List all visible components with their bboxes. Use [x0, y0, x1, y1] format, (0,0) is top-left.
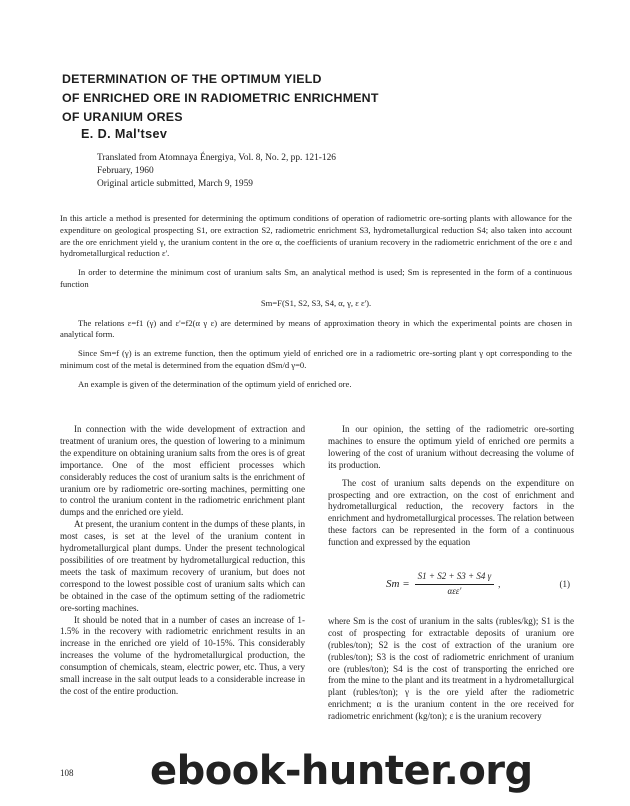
equation-denominator: αεε'	[447, 585, 462, 596]
translation-note	[97, 152, 336, 191]
translation-source: Translated from Atomnaya Énergiya, Vol. 8, No. 2, pp. 121-126	[97, 153, 336, 163]
right-column	[328, 424, 574, 723]
title-line: DETERMINATION OF THE OPTIMUM YIELD	[62, 72, 322, 86]
translation-date: February, 1960	[97, 166, 154, 176]
author-name: E. D. Mal'tsev	[81, 127, 168, 141]
watermark: ebook-hunter.org	[150, 748, 533, 794]
abstract-paragraph: In this article a method is presented for determining the optimum conditions of operation of radiometric ore-sorting plants with allowance for the expenditure on geological prospecting S1, ore extraction S2, radiometric enrichment S3, hydrometallurgical reduction S4; also taken into account are the ore enrichment yield γ, the uranium content in the ore α, the coefficients of uranium recovery in the radiometric enrichment of the ore ε and hydrometallurgical reduction ε'.	[60, 213, 572, 259]
equation-comma: ,	[498, 578, 501, 589]
body-paragraph: The cost of uranium salts depends on the expenditure on prospecting and ore extraction, on the cost of enrichment and hydrometallurgical reduction, the recovery factors in the enrichment and hydrometallurgical processes. The relation between these factors can be represented in the form of a continuous function and expressed by the equation	[328, 477, 574, 548]
abstract-paragraph: In order to determine the minimum cost of uranium salts Sm, an analytical method is used; Sm is represented in the form of a continuous function	[60, 267, 572, 289]
abstract-equation: Sm=F(S1, S2, S3, S4, α, γ, ε ε').	[260, 297, 372, 308]
title-line: OF ENRICHED ORE IN RADIOMETRIC ENRICHMENT	[62, 91, 379, 105]
submission-date: Original article submitted, March 9, 1959	[97, 179, 253, 189]
equation-number: (1)	[559, 578, 570, 589]
body-paragraph: It should be noted that in a number of cases an increase of 1-1.5% in the recovery with radiometric enrichment results in an increase in the enriched ore yield of 10-15%. This considerably increases the volume of the hydrometallurgical production, the consumption of chemicals, steam, electric power, etc. Thus, a very small increase in the salt output leads to a considerable increase in the cost of the entire production.	[60, 614, 305, 696]
page-number: 108	[60, 768, 74, 778]
body-paragraph: where Sm is the cost of uranium in the salts (rubles/kg); S1 is the cost of prospecting for extractable deposits of uranium ore (rubles/ton); S2 is the cost of extraction of the uranium ore (rubles/ton); S3 is the cost of radiometric enrichment of uranium ore (rubles/ton); S4 is the cost of transporting the enriched ore from the mine to the plant and its treatment in a hydrometallurgical plant (rubles/ton); γ is the ore yield after the radiometric enrichment; α is the uranium content in the ore received for radiometric enrichment (kg/ton); ε is the uranium recovery	[328, 615, 574, 722]
body-paragraph: At present, the uranium content in the dumps of these plants, in most cases, is set at the level of the uranium content in hydrometallurgical plant dumps. Under the present technological possibilities of ore treatment by hydrometallurgical reduction, this meets the task of maximum recovery of uranium, but does not correspond to the lowest possible cost of uranium salts which can be obtained in the case of the optimum setting of the radiometric ore-sorting machines.	[60, 519, 305, 613]
left-column	[60, 424, 305, 698]
equation-fraction	[415, 571, 495, 598]
abstract-paragraph: The relations ε=f1 (γ) and ε'=f2(α γ ε) are determined by means of approximation theory in which the experimental points are chosen in analytical form.	[60, 317, 572, 340]
equation-lhs: Sm =	[386, 577, 410, 590]
abstract-paragraph: Since Sm=f (γ) is an extreme function, then the optimum yield of enriched ore in a radiometric ore-sorting plant γ opt corresponding to the minimum cost of the metal is determined from the equation dSm/d γ=0.	[60, 348, 572, 370]
body-paragraph: In connection with the wide development of extraction and treatment of uranium ores, the question of lowering to a minimum the expenditure on obtaining uranium salts from the ores is of great importance. One of the most efficient processes which considerably reduces the cost of uranium salts is the enrichment of uranium ore by radiometric ore-sorting machines, permitting one to control the uranium content in the radiometric enrichment plant dumps and the enriched ore yield.	[60, 424, 305, 518]
title-line: OF URANIUM ORES	[62, 110, 183, 124]
article-title	[62, 70, 582, 127]
body-paragraph: In our opinion, the setting of the radiometric ore-sorting machines to ensure the optimum yield of enriched ore permits a lowering of the cost of uranium without decreasing the volume of its production.	[328, 424, 574, 470]
equation-1	[328, 571, 574, 598]
abstract-paragraph: An example is given of the determination of the optimum yield of enriched ore.	[78, 378, 352, 389]
abstract	[60, 213, 572, 398]
equation-numerator: S1 + S2 + S3 + S4 γ	[415, 571, 495, 585]
